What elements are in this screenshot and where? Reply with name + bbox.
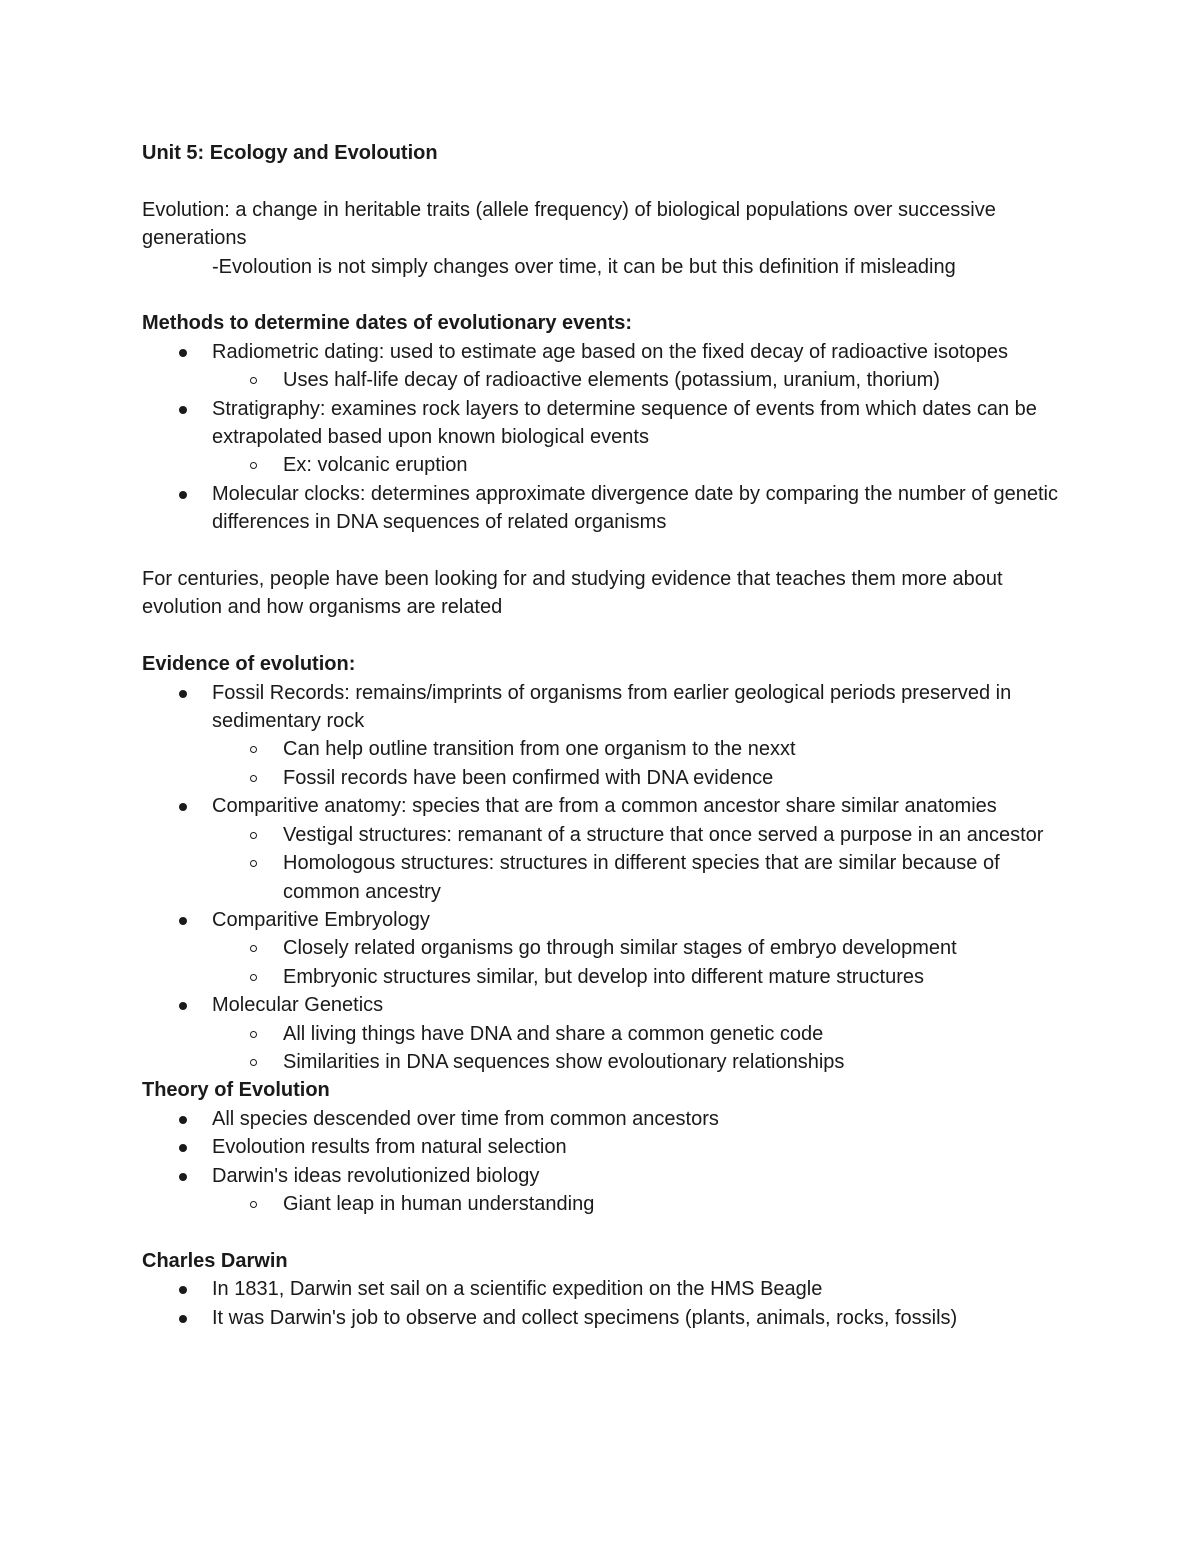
sub-list-item: Fossil records have been confirmed with DNA evidence — [142, 764, 1072, 792]
spacer — [142, 167, 1072, 195]
sub-list-item: Uses half-life decay of radioactive elements (potassium, uranium, thorium) — [142, 366, 1072, 394]
list-item: Comparitive anatomy: species that are from a common ancestor share similar anatomies — [142, 792, 1072, 820]
sub-list-item: Similarities in DNA sequences show evoloutionary relationships — [142, 1048, 1072, 1076]
sub-list-item: Giant leap in human understanding — [142, 1190, 1072, 1218]
spacer — [142, 622, 1072, 650]
sub-list-item: All living things have DNA and share a common genetic code — [142, 1020, 1072, 1048]
list-item: Molecular Genetics — [142, 991, 1072, 1019]
list-item: Darwin's ideas revolutionized biology — [142, 1162, 1072, 1190]
sub-list-item: Ex: volcanic eruption — [142, 451, 1072, 479]
document-page — [142, 139, 1072, 1332]
list-item: Stratigraphy: examines rock layers to determine sequence of events from which dates can be extrapolated based upon known biological events — [142, 395, 1072, 452]
list-item: Comparitive Embryology — [142, 906, 1072, 934]
evolution-definition: Evolution: a change in heritable traits (allele frequency) of biological populations over successive generations — [142, 198, 996, 250]
sub-list-item: Can help outline transition from one organism to the nexxt — [142, 735, 1072, 763]
methods-heading: Methods to determine dates of evolutionary events: — [142, 312, 633, 335]
spacer — [142, 281, 1072, 309]
list-item: All species descended over time from common ancestors — [142, 1105, 1072, 1133]
spacer — [142, 537, 1072, 565]
darwin-list — [142, 1275, 1072, 1332]
sub-list-item: Homologous structures: structures in different species that are similar because of common ancestry — [142, 849, 1072, 906]
definition-note: -Evoloution is not simply changes over time, it can be but this definition if misleading — [212, 255, 956, 278]
sub-list-item: Closely related organisms go through similar stages of embryo development — [142, 934, 1072, 962]
list-item: Fossil Records: remains/imprints of organisms from earlier geological periods preserved in sedimentary rock — [142, 679, 1072, 736]
centuries-paragraph: For centuries, people have been looking for and studying evidence that teaches them more about evolution and how organisms are related — [142, 568, 1003, 619]
sub-list-item: Vestigal structures: remanant of a structure that once served a purpose in an ancestor — [142, 821, 1072, 849]
darwin-heading: Charles Darwin — [142, 1249, 288, 1272]
list-item: Evoloution results from natural selection — [142, 1133, 1072, 1161]
theory-list — [142, 1105, 1072, 1219]
methods-list — [142, 338, 1072, 537]
spacer — [142, 1218, 1072, 1246]
list-item: Radiometric dating: used to estimate age based on the fixed decay of radioactive isotopes — [142, 338, 1072, 366]
sub-list-item: Embryonic structures similar, but develop into different mature structures — [142, 963, 1072, 991]
list-item: It was Darwin's job to observe and collect specimens (plants, animals, rocks, fossils) — [142, 1304, 1072, 1332]
evidence-heading: Evidence of evolution: — [142, 653, 356, 676]
theory-heading: Theory of Evolution — [142, 1079, 330, 1102]
list-item: Molecular clocks: determines approximate divergence date by comparing the number of genetic differences in DNA sequences of related organisms — [142, 480, 1072, 537]
document-title: Unit 5: Ecology and Evoloution — [142, 142, 438, 164]
evidence-list — [142, 679, 1072, 1077]
list-item: In 1831, Darwin set sail on a scientific expedition on the HMS Beagle — [142, 1275, 1072, 1303]
